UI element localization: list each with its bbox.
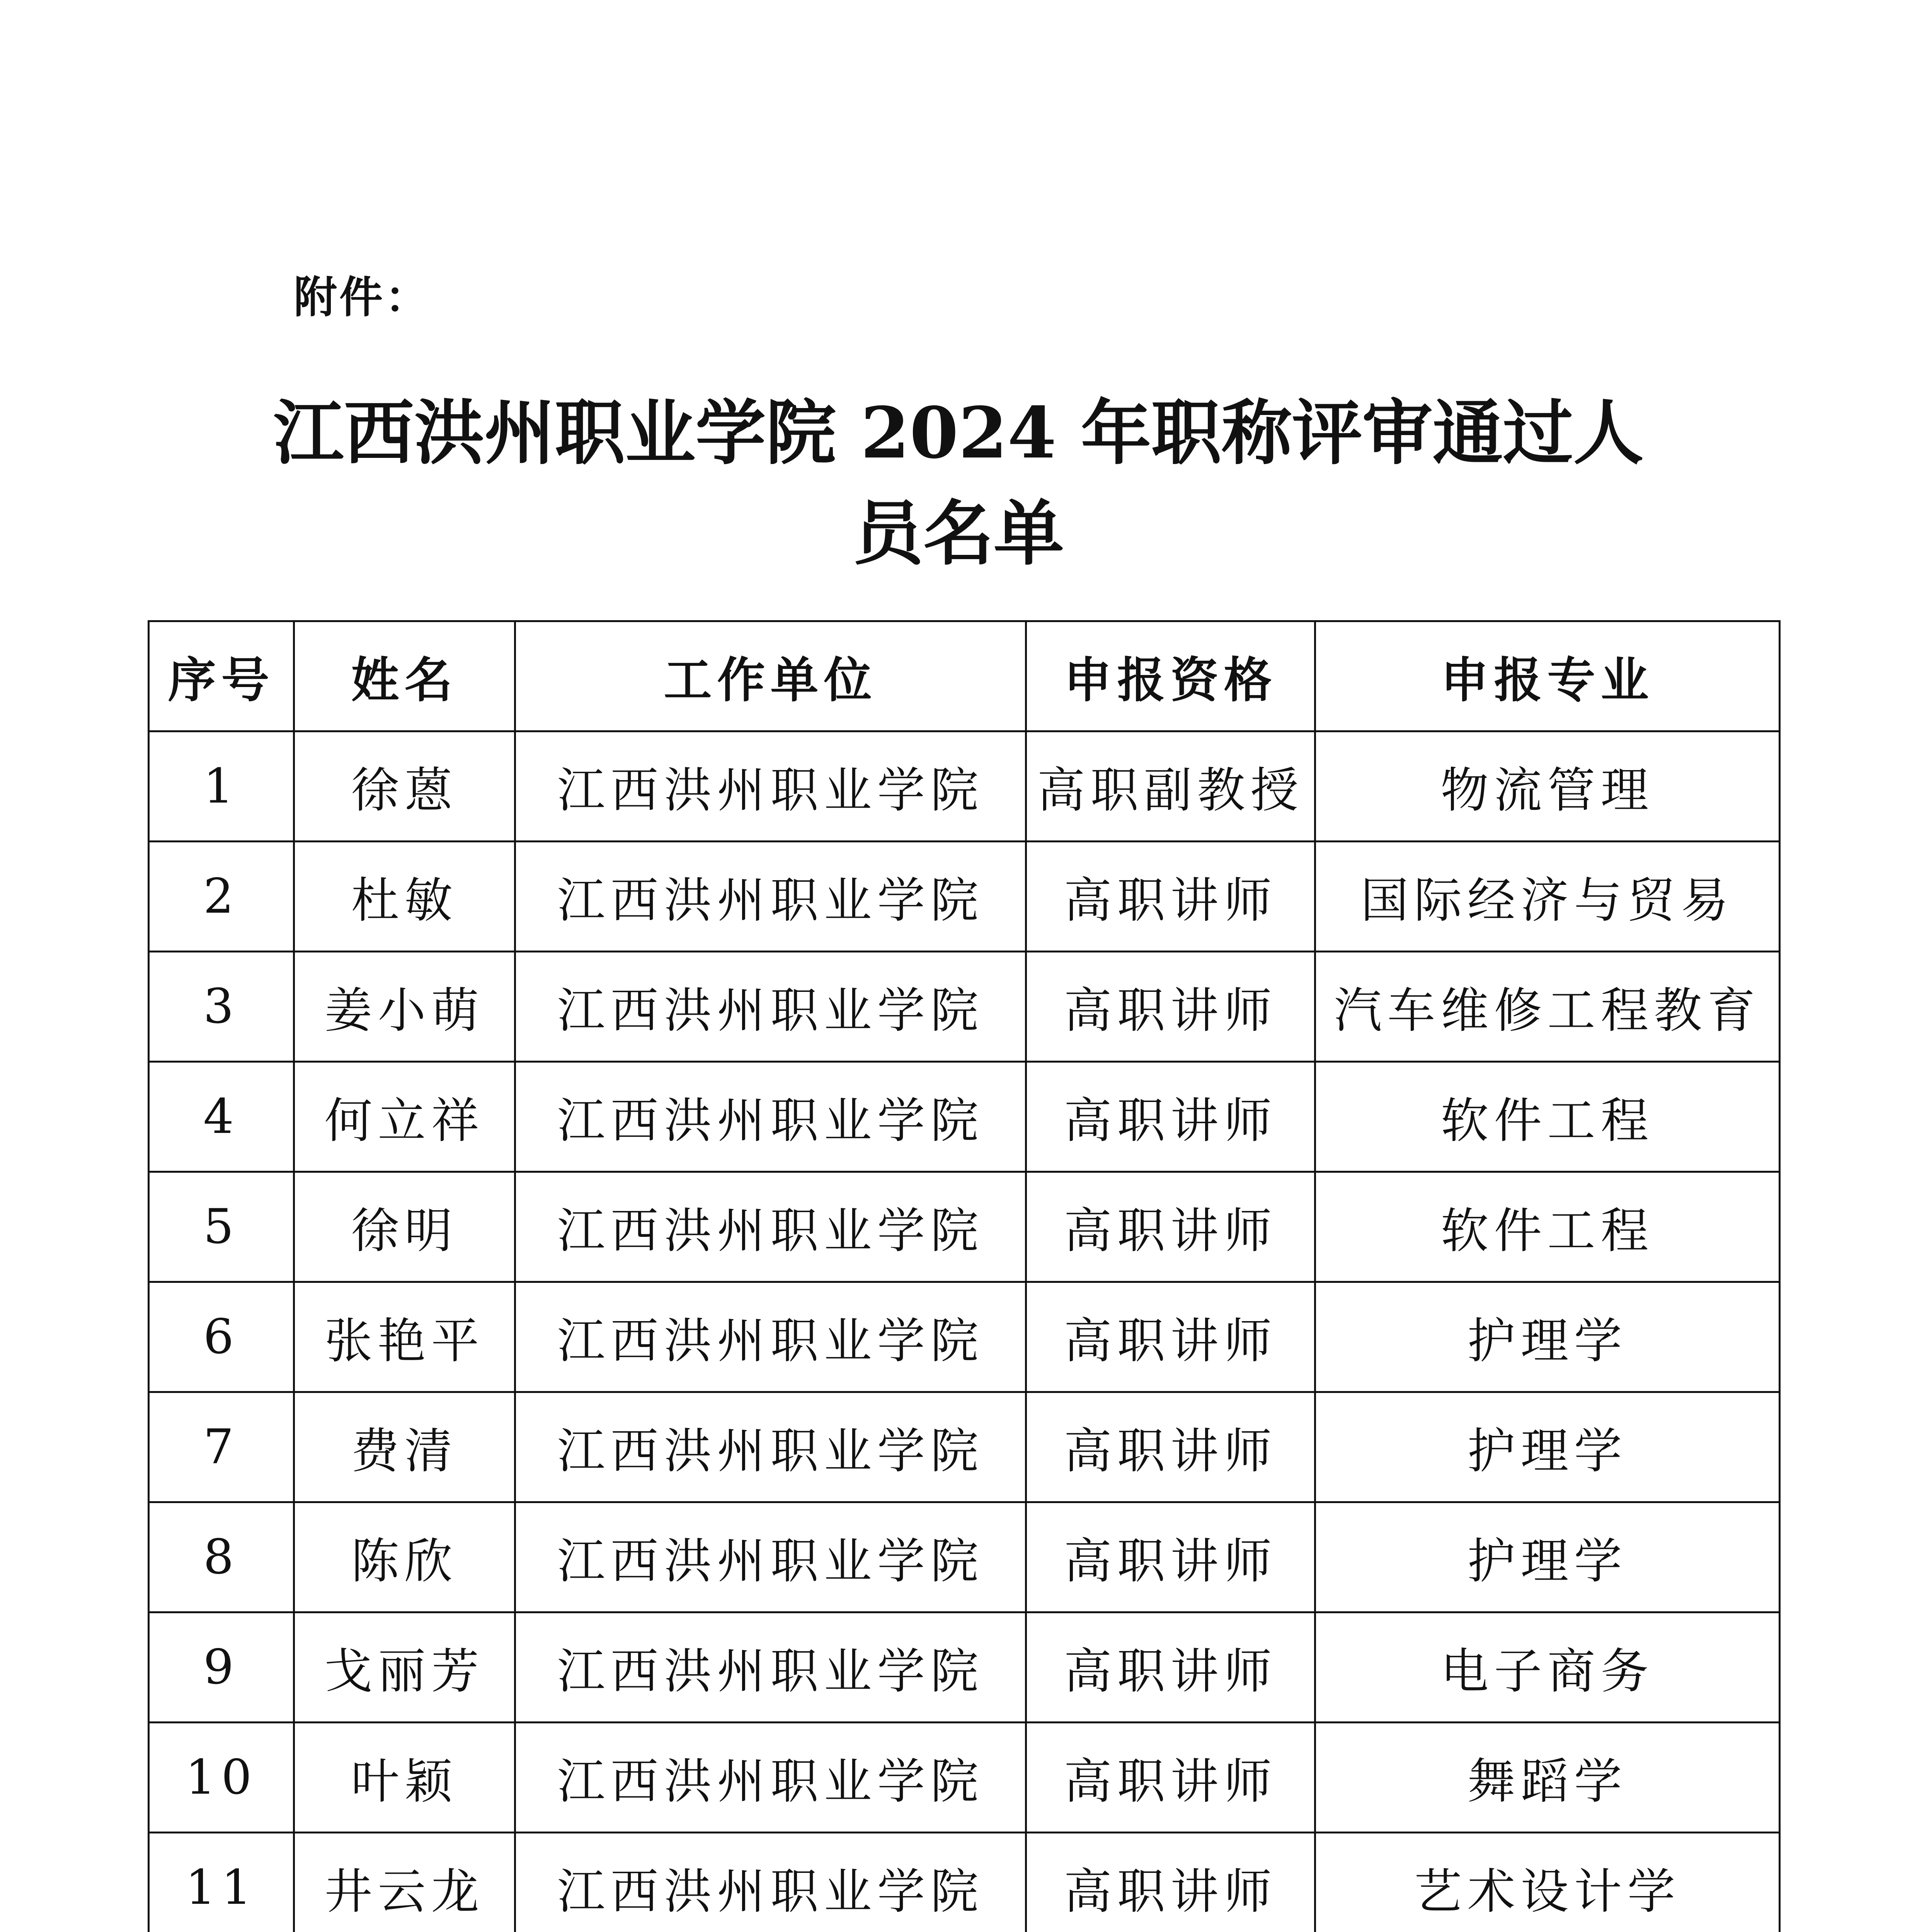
cell-specialty: 艺术设计学 (1315, 1833, 1780, 1932)
cell-index: 3 (149, 952, 294, 1062)
cell-specialty: 护理学 (1315, 1502, 1780, 1612)
table-row (149, 1723, 1780, 1833)
table-row (149, 952, 1780, 1062)
cell-qualification: 高职讲师 (1026, 1062, 1315, 1172)
cell-specialty: 护理学 (1315, 1392, 1780, 1502)
cell-specialty: 电子商务 (1315, 1612, 1780, 1723)
cell-qualification: 高职副教授 (1026, 731, 1315, 842)
cell-specialty: 软件工程 (1315, 1172, 1780, 1282)
cell-index: 10 (149, 1723, 294, 1833)
cell-specialty: 软件工程 (1315, 1062, 1780, 1172)
cell-index: 11 (149, 1833, 294, 1932)
cell-qualification: 高职讲师 (1026, 1282, 1315, 1392)
table-row (149, 1172, 1780, 1282)
cell-employer: 江西洪州职业学院 (515, 1282, 1026, 1392)
cell-name: 井云龙 (294, 1833, 515, 1932)
cell-index: 5 (149, 1172, 294, 1282)
attachment-label: 附件： (294, 272, 431, 323)
header-specialty: 申报专业 (1315, 621, 1780, 731)
cell-index: 9 (149, 1612, 294, 1723)
cell-index: 2 (149, 842, 294, 952)
title-line-2: 员名单 (853, 492, 1064, 575)
table-row (149, 1612, 1780, 1723)
cell-name: 杜敏 (294, 842, 515, 952)
cell-index: 4 (149, 1062, 294, 1172)
cell-qualification: 高职讲师 (1026, 1833, 1315, 1932)
cell-employer: 江西洪州职业学院 (515, 1062, 1026, 1172)
cell-employer: 江西洪州职业学院 (515, 1723, 1026, 1833)
cell-qualification: 高职讲师 (1026, 1723, 1315, 1833)
cell-specialty: 舞蹈学 (1315, 1723, 1780, 1833)
cell-specialty: 国际经济与贸易 (1315, 842, 1780, 952)
cell-index: 8 (149, 1502, 294, 1612)
table-row (149, 1282, 1780, 1392)
cell-name: 张艳平 (294, 1282, 515, 1392)
document-title (193, 383, 1724, 583)
table-row (149, 1062, 1780, 1172)
table-row (149, 731, 1780, 842)
cell-name: 徐明 (294, 1172, 515, 1282)
cell-name: 何立祥 (294, 1062, 515, 1172)
cell-qualification: 高职讲师 (1026, 1392, 1315, 1502)
cell-employer: 江西洪州职业学院 (515, 952, 1026, 1062)
cell-name: 徐蒽 (294, 731, 515, 842)
cell-specialty: 物流管理 (1315, 731, 1780, 842)
cell-specialty: 汽车维修工程教育 (1315, 952, 1780, 1062)
title-line-1: 江西洪州职业学院 2024 年职称评审通过人 (273, 391, 1644, 474)
cell-name: 戈丽芳 (294, 1612, 515, 1723)
cell-employer: 江西洪州职业学院 (515, 842, 1026, 952)
table-header-row (149, 621, 1780, 731)
cell-specialty: 护理学 (1315, 1282, 1780, 1392)
cell-index: 7 (149, 1392, 294, 1502)
cell-qualification: 高职讲师 (1026, 842, 1315, 952)
header-name: 姓名 (294, 621, 515, 731)
table-body (149, 731, 1780, 1932)
table-row (149, 1833, 1780, 1932)
cell-name: 陈欣 (294, 1502, 515, 1612)
cell-employer: 江西洪州职业学院 (515, 1502, 1026, 1612)
cell-employer: 江西洪州职业学院 (515, 1612, 1026, 1723)
cell-qualification: 高职讲师 (1026, 1502, 1315, 1612)
cell-employer: 江西洪州职业学院 (515, 731, 1026, 842)
table-row (149, 1502, 1780, 1612)
cell-qualification: 高职讲师 (1026, 1612, 1315, 1723)
cell-qualification: 高职讲师 (1026, 1172, 1315, 1282)
cell-name: 叶颖 (294, 1723, 515, 1833)
roster-table (148, 620, 1781, 1932)
cell-name: 费清 (294, 1392, 515, 1502)
header-qualification: 申报资格 (1026, 621, 1315, 731)
header-index: 序号 (149, 621, 294, 731)
cell-employer: 江西洪州职业学院 (515, 1172, 1026, 1282)
cell-employer: 江西洪州职业学院 (515, 1833, 1026, 1932)
cell-index: 6 (149, 1282, 294, 1392)
cell-name: 姜小萌 (294, 952, 515, 1062)
cell-qualification: 高职讲师 (1026, 952, 1315, 1062)
table-row (149, 842, 1780, 952)
table-row (149, 1392, 1780, 1502)
cell-employer: 江西洪州职业学院 (515, 1392, 1026, 1502)
header-employer: 工作单位 (515, 621, 1026, 731)
cell-index: 1 (149, 731, 294, 842)
